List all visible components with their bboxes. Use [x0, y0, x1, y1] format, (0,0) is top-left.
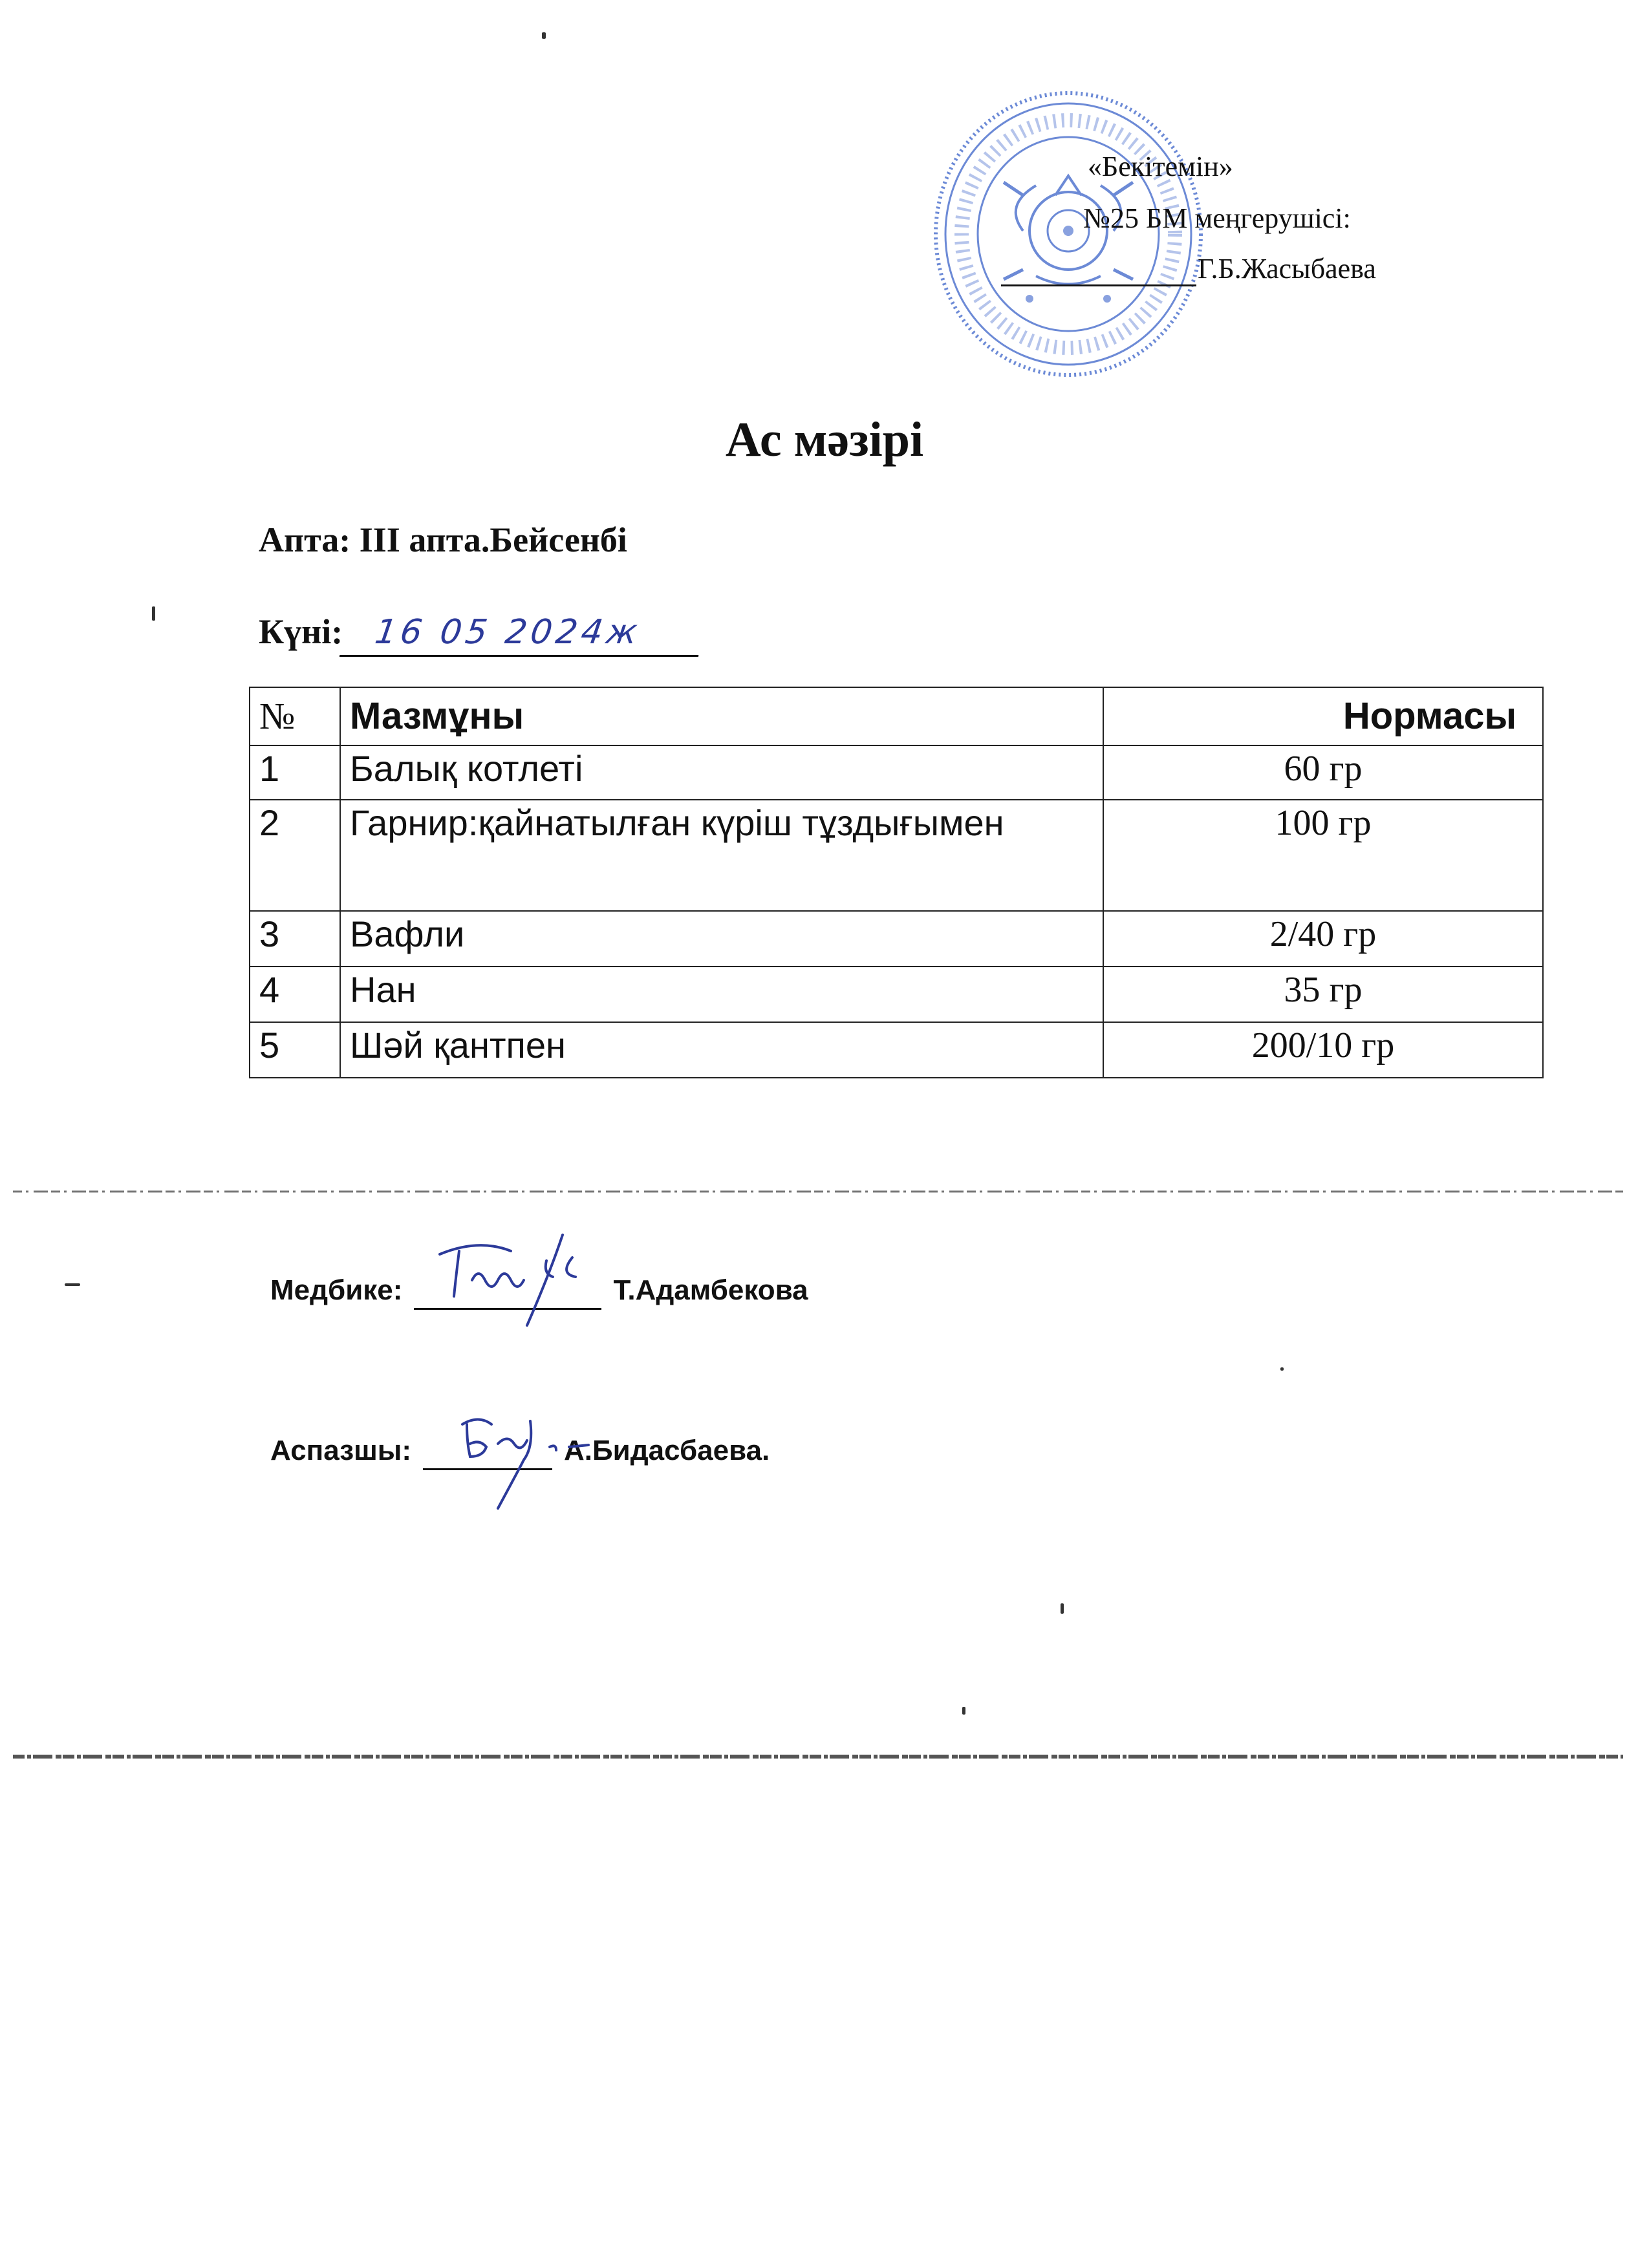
row-dish: Балық котлеті: [340, 745, 1103, 800]
approval-signature-line: [1001, 284, 1196, 286]
row-norm: 35 гр: [1103, 967, 1543, 1022]
scan-speck: [65, 1283, 80, 1286]
row-dish: Шәй қантпен: [340, 1022, 1103, 1078]
row-number: 2: [250, 800, 340, 911]
scan-speck: [152, 606, 155, 621]
nurse-handwritten-signature: [433, 1228, 627, 1332]
header-norm: Нормасы: [1103, 687, 1543, 745]
table-row: [250, 1022, 1543, 1078]
page-title: Ас мәзірі: [725, 412, 924, 467]
cook-name: А.Бидасбаева.: [564, 1435, 770, 1466]
table-row: [250, 800, 1543, 911]
cook-handwritten-signature: [453, 1402, 601, 1512]
row-number: 5: [250, 1022, 340, 1078]
date-value: 16 05 2024ж: [339, 610, 705, 657]
row-norm: 200/10 гр: [1103, 1022, 1543, 1078]
date-line: [259, 609, 702, 657]
week-line: Апта: ІІІ апта.Бейсенбі: [259, 520, 627, 559]
date-label: Күні:: [259, 612, 343, 651]
table-row: [250, 911, 1543, 967]
scan-speck: [962, 1707, 965, 1715]
cook-label: Аспазшы:: [270, 1435, 412, 1466]
row-norm: 2/40 гр: [1103, 911, 1543, 967]
row-norm: 100 гр: [1103, 800, 1543, 911]
approval-role: №25 БМ меңгерушісі:: [1083, 202, 1351, 234]
menu-table: [249, 687, 1544, 1078]
nurse-name: Т.Адамбекова: [613, 1274, 808, 1306]
header-number: №: [250, 687, 340, 745]
header-content: Мазмұны: [340, 687, 1103, 745]
row-norm: 60 гр: [1103, 745, 1543, 800]
scan-noise-line: [13, 1752, 1623, 1761]
table-row: [250, 745, 1543, 800]
scan-speck: [542, 32, 546, 39]
row-number: 4: [250, 967, 340, 1022]
table-row: [250, 967, 1543, 1022]
row-dish: Гарнир:қайнатылған күріш тұздығымен: [340, 800, 1103, 911]
row-dish: Вафли: [340, 911, 1103, 967]
approval-title: «Бекітемін»: [1088, 151, 1233, 182]
scan-speck: [1061, 1603, 1064, 1614]
scan-speck: [1280, 1367, 1284, 1371]
row-number: 3: [250, 911, 340, 967]
row-number: 1: [250, 745, 340, 800]
nurse-label: Медбике:: [270, 1274, 403, 1306]
row-dish: Нан: [340, 967, 1103, 1022]
table-header-row: [250, 687, 1543, 745]
scan-noise-line: [13, 1188, 1623, 1195]
approval-name: Г.Б.Жасыбаева: [1198, 253, 1376, 284]
